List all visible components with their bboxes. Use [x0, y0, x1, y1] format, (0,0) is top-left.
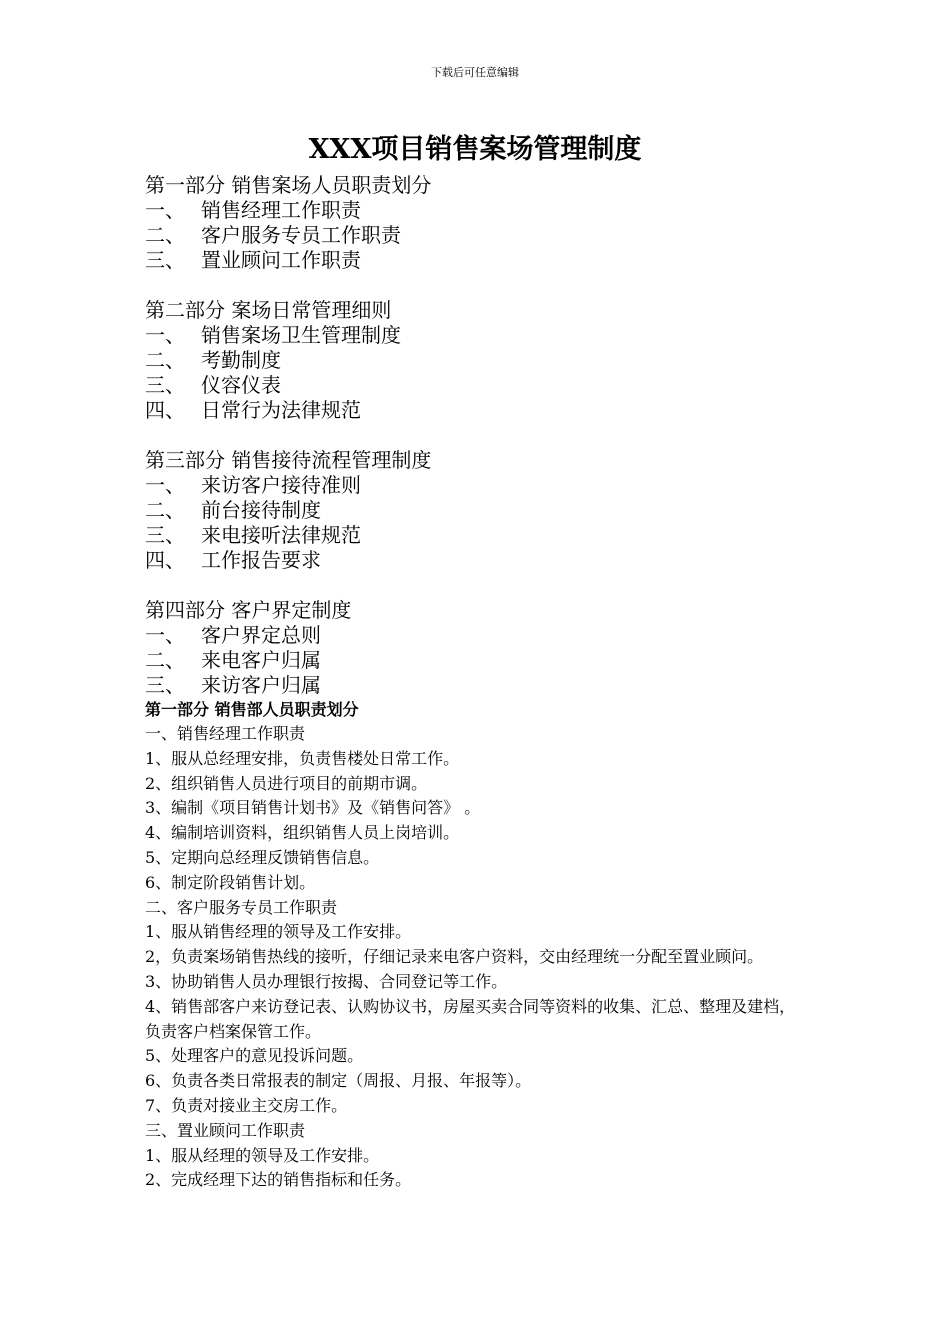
body-paragraph: 2，负责案场销售热线的接听，仔细记录来电客户资料，交由经理统一分配至置业顾问。: [145, 947, 764, 967]
document-title: XXX项目销售案场管理制度: [308, 134, 642, 165]
body-line: 一、销售经理工作职责: [145, 724, 306, 743]
toc-item-number: 一、: [145, 198, 185, 222]
body-paragraph: 4、销售部客户来访登记表、认购协议书，房屋买卖合同等资料的收集、汇总、整理及建档，负责客户档案保管工作。: [145, 996, 796, 1041]
toc-item: [145, 548, 845, 573]
toc-item-text: 前台接待制度: [201, 498, 321, 522]
body-line: 5、定期向总经理反馈销售信息。: [145, 847, 380, 867]
toc-item-text: 客户界定总则: [201, 623, 321, 647]
toc-spacer: [145, 573, 845, 598]
body-section: [145, 698, 810, 1193]
toc-item-text: 来电接听法律规范: [201, 523, 361, 547]
toc-part-2: 第二部分 案场日常管理细则: [145, 298, 392, 322]
toc-item: [145, 673, 845, 698]
toc-item: [145, 198, 845, 223]
body-line: 7、负责对接业主交房工作。: [145, 1095, 348, 1115]
body-line: 4、编制培训资料，组织销售人员上岗培训。: [145, 823, 460, 843]
toc-item: [145, 523, 845, 548]
toc-item-number: 四、: [145, 398, 185, 422]
toc-item: [145, 473, 845, 498]
body-line: 2、完成经理下达的销售指标和任务。: [145, 1170, 412, 1190]
body-line: 2、组织销售人员进行项目的前期市调。: [145, 773, 428, 793]
toc-item: [145, 373, 845, 398]
toc-item-number: 二、: [145, 223, 185, 247]
section-heading: 第一部分 销售部人员职责划分: [145, 700, 359, 719]
body-line: 二、客户服务专员工作职责: [145, 897, 338, 917]
toc-item-number: 二、: [145, 498, 185, 522]
toc-item: [145, 348, 845, 373]
toc-item-text: 工作报告要求: [201, 548, 321, 572]
body-line: 1、服从销售经理的领导及工作安排。: [145, 922, 412, 942]
toc-item: [145, 223, 845, 248]
body-line: 3、协助销售人员办理银行按揭、合同登记等工作。: [145, 971, 508, 991]
toc-spacer: [145, 273, 845, 298]
toc-item-text: 来访客户接待准则: [201, 473, 361, 497]
toc-item-text: 来电客户归属: [201, 648, 321, 672]
toc-item-text: 仪容仪表: [201, 373, 281, 397]
body-line: 1、服从经理的领导及工作安排。: [145, 1145, 380, 1165]
toc-item: [145, 648, 845, 673]
toc-part-3: 第三部分 销售接待流程管理制度: [145, 448, 432, 472]
body-line: 5、处理客户的意见投诉问题。: [145, 1046, 364, 1066]
toc-item-number: 一、: [145, 323, 185, 347]
header-note: 下载后可任意编辑: [431, 66, 519, 79]
body-line: 3、编制《项目销售计划书》及《销售问答》 。: [145, 798, 481, 818]
body-line: 1、服从总经理安排，负责售楼处日常工作。: [145, 748, 460, 768]
toc-item-text: 客户服务专员工作职责: [201, 223, 401, 247]
toc-item-text: 销售案场卫生管理制度: [201, 323, 401, 347]
toc-item-number: 二、: [145, 348, 185, 372]
toc-item: [145, 323, 845, 348]
toc-item-text: 日常行为法律规范: [201, 398, 361, 422]
toc-item-text: 置业顾问工作职责: [201, 248, 361, 272]
toc-item-number: 一、: [145, 473, 185, 497]
body-line: 三、置业顾问工作职责: [145, 1120, 306, 1140]
toc-item-text: 销售经理工作职责: [201, 198, 361, 222]
toc-item-text: 考勤制度: [201, 348, 281, 372]
toc-item-number: 三、: [145, 248, 185, 272]
toc-item: [145, 248, 845, 273]
toc-item-number: 四、: [145, 548, 185, 572]
toc-spacer: [145, 423, 845, 448]
toc-item-number: 一、: [145, 623, 185, 647]
toc-item: [145, 623, 845, 648]
toc-item: [145, 498, 845, 523]
toc-item-number: 三、: [145, 673, 185, 697]
table-of-contents: [145, 173, 845, 698]
toc-part-1: 第一部分 销售案场人员职责划分: [145, 173, 432, 197]
body-line: 6、制定阶段销售计划。: [145, 872, 316, 892]
toc-item-number: 三、: [145, 373, 185, 397]
toc-item-text: 来访客户归属: [201, 673, 321, 697]
toc-item: [145, 398, 845, 423]
toc-part-4: 第四部分 客户界定制度: [145, 598, 352, 622]
body-line: 6、负责各类日常报表的制定（周报、月报、年报等）。: [145, 1071, 532, 1091]
toc-item-number: 三、: [145, 523, 185, 547]
toc-item-number: 二、: [145, 648, 185, 672]
